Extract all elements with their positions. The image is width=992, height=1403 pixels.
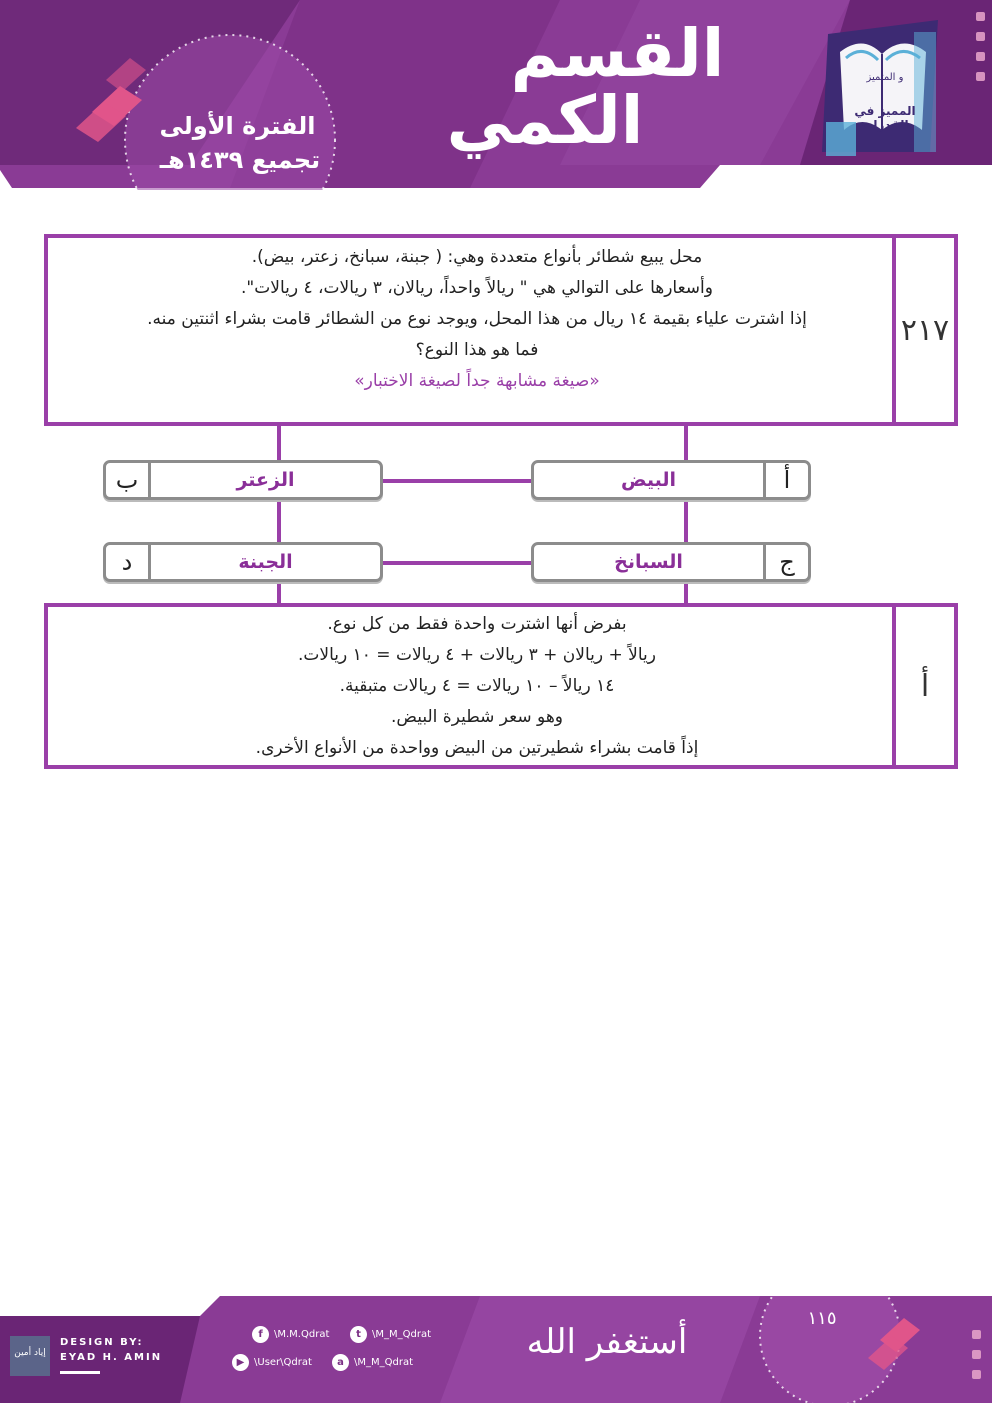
social-ask[interactable] [332,1354,413,1371]
social-handle: \M_M_Qdrat [354,1357,414,1368]
question-line: وأسعارها على التوالي هي " ريالاً واحداً، ريالان، ٣ ريالات، ٤ ريالات". [241,278,713,298]
option-label: الزعتر [236,469,295,491]
designer-underline [60,1371,100,1374]
header-collection: تجميع ١٤٣٩هـ [159,146,321,174]
option-a[interactable] [531,460,811,500]
header-logo [818,12,948,162]
option-label: السبانخ [614,551,683,573]
page-header [0,0,992,190]
option-b[interactable] [103,460,383,500]
header-title-line1: القسم [510,15,725,92]
answer-letter: أ [892,607,954,765]
social-twitter[interactable] [350,1326,431,1343]
option-d[interactable] [103,542,383,582]
option-label: البيض [620,469,677,491]
logo-text: المميز في القدرات [854,104,916,132]
social-handle: \M.M.Qdrat [274,1329,330,1340]
header-title-line2: الكمي [446,82,644,159]
option-c[interactable] [531,542,811,582]
option-label: الجبنة [238,551,293,573]
youtube-icon: ▶ [232,1354,249,1371]
question-note: «صيغة مشابهة جداً لصيغة الاختبار» [354,371,600,391]
option-letter: د [106,545,151,579]
answer-line: ١٤ ريالاً – ١٠ ريالات = ٤ ريالات متبقية. [339,676,615,696]
option-letter: ج [763,545,808,579]
question-text [66,242,888,397]
twitter-icon: t [350,1326,367,1343]
design-by-label: DESIGN BY: [60,1337,144,1348]
facebook-icon: f [252,1326,269,1343]
question-box [44,234,958,426]
book-logo-icon [818,12,948,162]
calligraphy: أستغفر الله [526,1322,688,1362]
logo-extra: و المتميز [866,72,904,83]
question-line: فما هو هذا النوع؟ [415,340,539,360]
social-handle: \User\Qdrat [254,1357,312,1368]
answer-line: إذاً قامت بشراء شطيرتين من البيض وواحدة من الأنواع الأخرى. [255,738,699,758]
question-line: محل يبيع شطائر بأنواع متعددة وهي: ( جبنة، سبانخ، زعتر، بيض). [251,247,703,267]
page-number: ١١٥ [807,1308,837,1329]
answer-line: وهو سعر شطيرة البيض. [391,707,563,727]
social-youtube[interactable] [232,1354,312,1371]
social-facebook[interactable] [252,1326,329,1343]
ask-icon: a [332,1354,349,1371]
question-number: ٢١٧ [892,238,954,422]
answer-line: ريالاً + ريالان + ٣ ريالات + ٤ ريالات = ١٠ ريالات. [298,645,656,665]
designer-signature: إياد أمين [14,1348,46,1358]
question-line: إذا اشترت علياء بقيمة ١٤ ريال من هذا المحل، ويوجد نوع من الشطائر قامت بشراء اثنتين منه. [147,309,807,329]
answer-line: بفرض أنها اشترت واحدة فقط من كل نوع. [327,614,627,634]
designer-name: EYAD H. AMIN [60,1352,163,1363]
social-handle: \M_M_Qdrat [372,1329,432,1340]
answer-explanation [66,609,888,764]
connector-line [382,479,532,483]
option-letter: ب [106,463,151,497]
page-footer [0,1296,992,1403]
header-period: الفترة الأولى [159,112,316,140]
connector-line [382,561,532,565]
option-letter: أ [763,463,808,497]
answer-box [44,603,958,769]
